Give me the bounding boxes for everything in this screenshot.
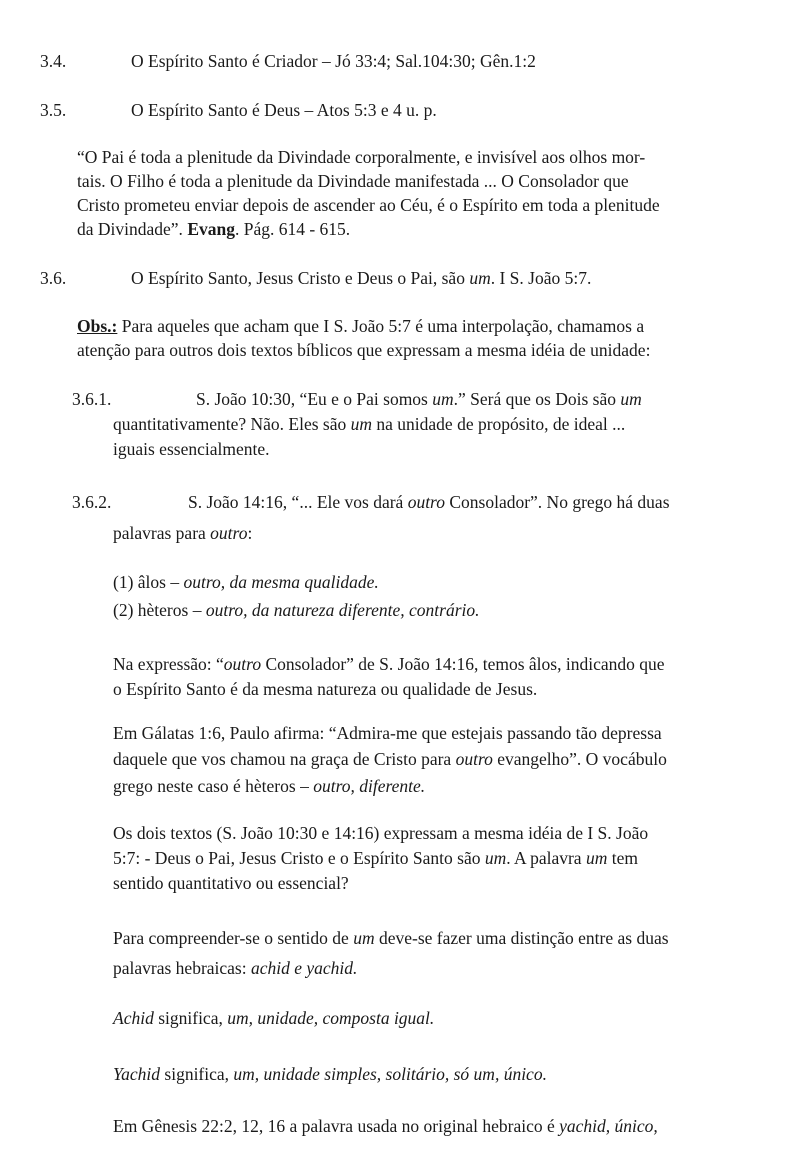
item-number-3-4: 3.4. <box>40 51 67 71</box>
emphasis-word: um <box>484 848 507 868</box>
text-part: quantitativamente? Não. Eles são <box>113 414 351 434</box>
text-part: Consolador” de S. João 14:16, temos âlos, indicando que <box>261 654 665 674</box>
hebrew-word: Yachid <box>113 1064 161 1084</box>
item-text-part: . I S. João 5:7. <box>490 268 592 288</box>
text-part: Consolador”. No grego há duas <box>444 492 670 512</box>
emphasis-word: um, unidade, composta igual. <box>227 1008 435 1028</box>
emphasis-word: um <box>353 928 375 948</box>
quote-text: da Divindade”. <box>77 219 188 239</box>
text-part: Para compreender-se o sentido de <box>113 928 354 948</box>
obs-label: Obs.: <box>77 316 118 336</box>
option-alos <box>113 569 379 596</box>
text-part: 5:7: - Deus o Pai, Jesus Cristo e o Espírito Santo são <box>113 848 485 868</box>
quote-line-4 <box>77 216 350 243</box>
obs-line-2: atenção para outros dois textos bíblicos que expressam a mesma idéia de unidade: <box>77 340 651 360</box>
emphasis-word: outro <box>223 654 262 674</box>
paragraph-genesis <box>113 1113 658 1140</box>
paragraph-2-line-2 <box>113 746 667 773</box>
item-text-part: O Espírito Santo, Jesus Cristo e Deus o Pai, são <box>131 268 470 288</box>
text-part: palavras hebraicas: <box>113 958 251 978</box>
paragraph-yachid <box>113 1061 547 1088</box>
emphasis-word: outro <box>210 523 248 543</box>
item-text-3-4: O Espírito Santo é Criador – Jó 33:4; Sal.104:30; Gên.1:2 <box>131 51 536 71</box>
item-number-3-6-1: 3.6.1. <box>72 389 112 409</box>
option-heteros <box>113 597 480 624</box>
paragraph-2-line-1: Em Gálatas 1:6, Paulo afirma: “Admira-me que estejais passando tão depressa <box>113 723 662 743</box>
item-3-6-1-line-3: iguais essencialmente. <box>113 439 270 459</box>
paragraph-3-line-3: sentido quantitativo ou essencial? <box>113 873 349 893</box>
text-part: Na expressão: “ <box>113 654 224 674</box>
emphasis-word: um, unidade simples, solitário, só um, único. <box>233 1064 547 1084</box>
item-text-3-6 <box>131 265 591 292</box>
quote-pages: . Pág. 614 - 615. <box>234 219 351 239</box>
item-number-3-6-2: 3.6.2. <box>72 492 112 512</box>
text-part: tem <box>607 848 638 868</box>
text-part: grego neste caso é hèteros – <box>113 776 314 796</box>
quote-line-3: Cristo prometeu enviar depois de ascender ao Céu, é o Espírito em toda a plenitude <box>77 195 660 215</box>
text-part: daquele que vos chamou na graça de Cristo para <box>113 749 456 769</box>
obs-text: Para aqueles que acham que I S. João 5:7 é uma interpolação, chamamos a <box>117 316 645 336</box>
hebrew-word: Achid <box>113 1008 154 1028</box>
emphasis-word: um <box>620 389 642 409</box>
item-3-6-1-line-1 <box>196 386 642 413</box>
quote-source: Evang <box>187 219 235 239</box>
emphasis-word: um <box>350 414 373 434</box>
item-number-3-6: 3.6. <box>40 268 67 288</box>
option-meaning: outro, da mesma qualidade. <box>183 572 379 592</box>
text-part: evangelho”. O vocábulo <box>492 749 667 769</box>
emphasis-word: achid e yachid. <box>250 958 358 978</box>
item-3-6-2-line-2 <box>113 520 252 547</box>
text-part: . A palavra <box>506 848 586 868</box>
option-term: (2) hèteros – <box>113 600 206 620</box>
emphasis-word: um <box>585 848 608 868</box>
paragraph-2-line-3 <box>113 773 425 800</box>
text-part: .” Será que os Dois são <box>453 389 621 409</box>
paragraph-1-line-1 <box>113 651 665 678</box>
text-part: na unidade de propósito, de ideal ... <box>372 414 626 434</box>
item-3-6-2-line-1 <box>188 489 670 516</box>
text-part: deve-se fazer uma distinção entre as duas <box>374 928 669 948</box>
emphasis-word: outro, diferente. <box>313 776 426 796</box>
paragraph-4-line-2 <box>113 955 357 982</box>
text-part: S. João 10:30, “Eu e o Pai somos <box>196 389 433 409</box>
emphasis-word: outro <box>407 492 445 512</box>
text-part: : <box>247 523 253 543</box>
emphasis-word: outro <box>455 749 493 769</box>
option-term: (1) âlos – <box>113 572 184 592</box>
paragraph-4-line-1 <box>113 925 669 952</box>
paragraph-1-line-2: o Espírito Santo é da mesma natureza ou qualidade de Jesus. <box>113 679 538 699</box>
option-meaning: outro, da natureza diferente, contrário. <box>205 600 480 620</box>
emphasis-word: um <box>469 268 491 288</box>
item-number-3-5: 3.5. <box>40 100 67 120</box>
emphasis-word: yachid, único, <box>559 1116 658 1136</box>
text-part: palavras para <box>113 523 211 543</box>
quote-line-2: tais. O Filho é toda a plenitude da Divindade manifestada ... O Consolador que <box>77 171 629 191</box>
text-part: Em Gênesis 22:2, 12, 16 a palavra usada no original hebraico é <box>113 1116 560 1136</box>
text-part: significa, <box>153 1008 228 1028</box>
paragraph-3-line-2 <box>113 845 638 872</box>
obs-line-1 <box>77 313 644 340</box>
quote-line-1: “O Pai é toda a plenitude da Divindade corporalmente, e invisível aos olhos mor- <box>77 147 646 167</box>
text-part: S. João 14:16, “... Ele vos dará <box>188 492 408 512</box>
item-3-6-1-line-2 <box>113 411 625 438</box>
paragraph-3-line-1: Os dois textos (S. João 10:30 e 14:16) expressam a mesma idéia de I S. João <box>113 823 649 843</box>
item-text-3-5: O Espírito Santo é Deus – Atos 5:3 e 4 u. p. <box>131 100 437 120</box>
text-part: significa, <box>160 1064 234 1084</box>
emphasis-word: um <box>432 389 454 409</box>
paragraph-achid <box>113 1005 434 1032</box>
